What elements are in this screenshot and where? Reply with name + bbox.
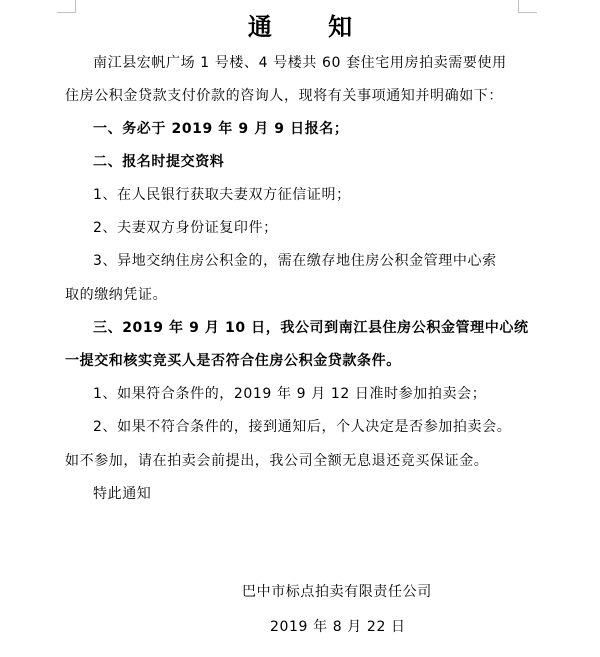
closing-remark: 特此通知 [93,486,152,502]
section-three-heading-line-1: 三、2019 年 9 月 10 日，我公司到南江县住房公积金管理中心统 [93,320,529,336]
section-three-item-2-line-2: 如不参加，请在拍卖会前提出，我公司全额无息退还竞买保证金。 [65,453,489,469]
signature-date: 2019 年 8 月 22 日 [270,619,406,635]
section-two-item-2: 2、夫妻双方身份证复印件； [93,220,278,236]
section-two-heading: 二、报名时提交资料 [93,154,225,170]
section-three-item-1: 1、如果符合条件的，2019 年 9 月 12 日准时参加拍卖会； [93,386,487,402]
paragraph-intro-line-1: 南江县宏帆广场 1 号楼、4 号楼共 60 套住宅用房拍卖需要使用 [93,55,507,71]
section-three-heading-line-2: 一提交和核实竞买人是否符合住房公积金贷款条件。 [65,353,401,369]
document-title: 通 知 [247,12,377,41]
section-two-item-1: 1、在人民银行获取夫妻双方征信证明； [93,187,351,203]
section-two-item-3-line-1: 3、异地交纳住房公积金的，需在缴存地住房公积金管理中心索 [93,253,497,269]
signature-company: 巴中市标点拍卖有限责任公司 [242,584,432,600]
section-one-heading: 一、务必于 2019 年 9 月 9 日报名； [93,121,349,137]
paragraph-intro-line-2: 住房公积金贷款支付价款的咨询人，现将有关事项通知并明确如下： [65,88,503,104]
section-three-item-2-line-1: 2、如果不符合条件的，接到通知后，个人决定是否参加拍卖会。 [93,419,512,435]
section-two-item-3-line-2: 取的缴纳凭证。 [65,287,168,303]
